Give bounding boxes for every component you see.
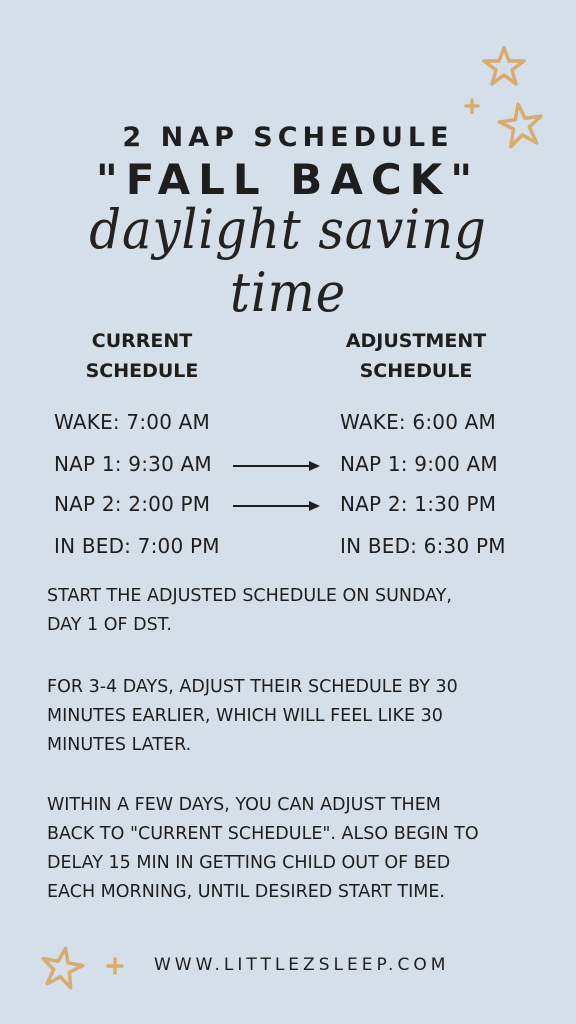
- p2-line-1: FOR 3-4 DAYS, ADJUST THEIR SCHEDULE BY 30: [47, 677, 458, 697]
- instruction-paragraph-1: [47, 582, 547, 640]
- adjusted-in-bed: IN BED: 6:30 PM: [340, 534, 506, 558]
- adjust-header-line-1: ADJUSTMENT: [345, 330, 487, 352]
- p3-line-3: DELAY 15 MIN IN GETTING CHILD OUT OF BED: [47, 853, 451, 873]
- current-schedule-header: [62, 326, 222, 386]
- star-outline-icon: [38, 944, 86, 992]
- title-line-1: 2 NAP SCHEDULE: [122, 122, 454, 153]
- website-url[interactable]: WWW.LITTLEZSLEEP.COM: [154, 955, 450, 975]
- star-outline-icon: [480, 44, 528, 88]
- adjust-header-line-2: SCHEDULE: [359, 360, 473, 382]
- p3-line-4: EACH MORNING, UNTIL DESIRED START TIME.: [47, 882, 445, 902]
- current-wake: WAKE: 7:00 AM: [54, 410, 211, 434]
- sparkle-plus-icon: [104, 955, 126, 977]
- arrow-right-icon: [233, 459, 321, 473]
- p3-line-1: WITHIN A FEW DAYS, YOU CAN ADJUST THEM: [47, 795, 441, 815]
- current-nap-1: NAP 1: 9:30 AM: [54, 452, 212, 476]
- p1-line-2: DAY 1 OF DST.: [47, 615, 172, 635]
- p2-line-3: MINUTES LATER.: [47, 735, 192, 755]
- adjusted-nap-2: NAP 2: 1:30 PM: [340, 492, 497, 516]
- instruction-paragraph-2: [47, 673, 547, 760]
- sparkle-plus-icon: [463, 97, 481, 115]
- adjusted-wake: WAKE: 6:00 AM: [340, 410, 497, 434]
- current-in-bed: IN BED: 7:00 PM: [54, 534, 220, 558]
- script-subtitle: daylight saving time: [89, 198, 487, 324]
- current-header-line-2: SCHEDULE: [85, 360, 199, 382]
- title-line-2: "FALL BACK": [95, 155, 481, 204]
- p2-line-2: MINUTES EARLIER, WHICH WILL FEEL LIKE 30: [47, 706, 443, 726]
- arrow-right-icon: [233, 499, 321, 513]
- p1-line-1: START THE ADJUSTED SCHEDULE ON SUNDAY,: [47, 586, 452, 606]
- adjustment-schedule-header: [330, 326, 502, 386]
- instruction-paragraph-3: [47, 791, 547, 907]
- p3-line-2: BACK TO "CURRENT SCHEDULE". ALSO BEGIN TO: [47, 824, 479, 844]
- adjusted-nap-1: NAP 1: 9:00 AM: [340, 452, 498, 476]
- current-header-line-1: CURRENT: [91, 330, 193, 352]
- current-nap-2: NAP 2: 2:00 PM: [54, 492, 211, 516]
